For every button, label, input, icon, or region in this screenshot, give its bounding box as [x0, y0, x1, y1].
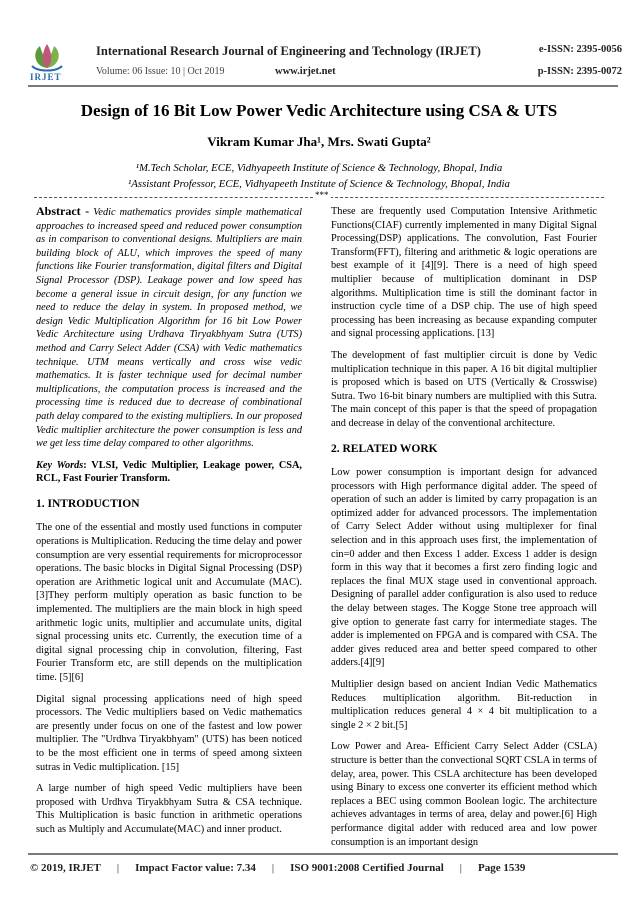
paragraph: The one of the essential and mostly used functions in computer operations is Multiplication. Reducing the time delay and power consumption are very essential requirements for microprocessor operations. The basic blocks in Digital Signal Processing (DSP) operation are Arithmetic logical unit and Accumulate (MAC). [3]They perform multiply operation as basic function to be implemented. The multipliers are the main block in high speed arithmetic logic units, multiplier and accumulate units, digital signal processing units etc. Currently, the execution time of a digital signal processing chip in convolution, filtering, Fast Fourier Transform etc, are still depends on the multiplication time. [5][6]	[36, 522, 302, 683]
p-issn: p-ISSN: 2395-0072	[537, 66, 622, 77]
affiliation-2: ¹Assistant Professor, ECE, Vidhyapeeth Institute of Science & Technology, Bhopal, India	[128, 178, 510, 190]
volume-issue: Volume: 06 Issue: 10 | Oct 2019	[96, 66, 225, 77]
journal-name: International Research Journal of Engineering and Technology (IRJET)	[96, 44, 481, 58]
irjet-logo	[24, 42, 70, 84]
abstract-text: Vedic mathematics provides simple mathematical approaches to increased speed and reduced power consumption as in comparison to conventional designs. Multipliers are main building block of ALU, which improves the speed of many functions like Fourier transformation, digital filters and Digital Signal Processor (DSP). Leakage power and low speed has become a general issue in circuit design, for any function we need to reduce the delay in system. In proposed method, we design Vedic Multiplication Algorithm for 16 bit Low Power Vedic Architecture using Urdhava Tiryakbhyam Sutra (UTS) method and Carry Select Adder (CSA) with Vedic mathematics technique. UTM means vertically and cross wise vedic mathematics. It is faster technique used for decimal number multiplications, the computation process is increased and the processing time is reduced due to decrease of combinational path delay compared to the existing multipliers. In our proposed Vedic multiplier architecture the power consumption is less and we get less time delay compared to other algorithms.	[36, 207, 302, 450]
paragraph: Digital signal processing applications need of high speed processors. The Vedic multipliers based on Vedic mathematics are presently under focus on one of the fastest and low power multiplier. The "Urdhva Tiryakbhyam" (UTS) has been noticed to be the most efficient one in terms of speed among sixteen sutras in Vedic multiplication. [15]	[36, 693, 302, 773]
e-issn: e-ISSN: 2395-0056	[538, 44, 622, 55]
section-heading-introduction: 1. INTRODUCTION	[36, 497, 140, 510]
page-footer	[30, 862, 525, 874]
footer-page-number: Page 1539	[477, 862, 526, 874]
left-column	[36, 205, 302, 845]
right-column	[331, 205, 597, 857]
journal-website-link[interactable]: www.irjet.net	[275, 66, 336, 77]
section-heading-related-work: 2. RELATED WORK	[331, 442, 438, 455]
paper-authors: Vikram Kumar Jha¹, Mrs. Swati Gupta²	[207, 134, 431, 149]
abstract-heading: Abstract -	[36, 204, 90, 218]
paragraph: Low Power and Area- Efficient Carry Select Adder (CSLA) structure is better than the convectional SQRT CSLA in terms of delay, area, power. This CSLA architecture has been developed using Binary to excess one converter its efficient method which replaces a BEC using common Boolean logic. The architecture achieves advantages in terms of area, delay and power.[6] High performance digital adder with reduced area and low power consumption is an important design	[331, 741, 597, 848]
paragraph: The development of fast multiplier circuit is done by Vedic multiplication technique in this paper. A 16 bit digital multiplier is proposed which is based on UTS (Vertically & Crosswise) Sutra. Two 16-bit binary numbers are multiplied with this Sutra. The main concept of this paper is that the speed of propagation and decrease in delay of the conventional architecture.	[331, 349, 597, 429]
paragraph: Low power consumption is important design for advanced processors with High performance digital adder. The speed of operation of such an adder is limited by carry propagation is an optimized adder for advanced processors. The implementation of Carry Select Adder without using multiplexer for final selection and in this approach uses first, the implementation of cin=0 adder and then Excess 1 adder. Excess 1 adder is design form in this way that it becomes a first zero finding logic and replaces the final MUX stage used in conventional approach. Designing of parallel adder configuration is also used to reduce the delay between stages. The Kogge Stone tree approach will give option to generate fast carry for intermediate stages. The adder is implemented on FPGA and is compared with CSA. The adder gives reduced area and better speed compared to other adders.[4][9]	[331, 467, 597, 669]
divider-stars: ***	[315, 190, 329, 200]
logo-text: IRJET	[30, 72, 62, 82]
abstract	[36, 205, 302, 451]
footer-separator: |	[459, 862, 462, 874]
footer-divider	[28, 853, 618, 855]
paragraph: These are frequently used Computation Intensive Arithmetic Functions(CIAF) currently implemented in many Digital Signal Processing(DSP) applications. The convolution, Fast Fourier Transform(FFT), filtering and arithmetic & logic operations are best example of it [4][9]. There is a need of high speed multiplier because of multiplication dominant in DSP algorithms. Multiplication time is still the dominant factor in instruction cycle time of a DSP chip. The use of high speed processing has been increasing as because expanding computer and signal processing applications. [13]	[331, 206, 597, 340]
paper-title: Design of 16 Bit Low Power Vedic Architecture using CSA & UTS	[80, 101, 558, 120]
footer-separator: |	[271, 862, 275, 874]
footer-impact-factor: Impact Factor value: 7.34	[135, 862, 256, 874]
footer-iso: ISO 9001:2008 Certified Journal	[290, 862, 444, 874]
paragraph: Multiplier design based on ancient Indian Vedic Mathematics Reduces multiplication algorithm. Bit-reduction in multiplication reduces general 4 × 4 bit multiplication to a single 2 × 2 bit.[5]	[331, 679, 597, 731]
keywords-text: : VLSI, Vedic Multiplier, Leakage power, CSA, RCL, Fast Fourier Transform.	[36, 459, 302, 485]
affiliation-1: ¹M.Tech Scholar, ECE, Vidhyapeeth Institute of Science & Technology, Bhopal, India	[135, 162, 503, 174]
footer-separator: |	[116, 862, 120, 874]
keywords-label: Key Words	[36, 459, 84, 471]
header-divider	[28, 85, 618, 87]
keywords	[36, 459, 302, 486]
footer-copyright: © 2019, IRJET	[30, 862, 101, 874]
paragraph: A large number of high speed Vedic multipliers have been proposed with Urdhva Tiryakbhyam Sutra & CSA technique. This Multiplication is basic function in arithmetic operations such as Multiply and Accumulate(MAC) and inner product.	[36, 783, 302, 835]
